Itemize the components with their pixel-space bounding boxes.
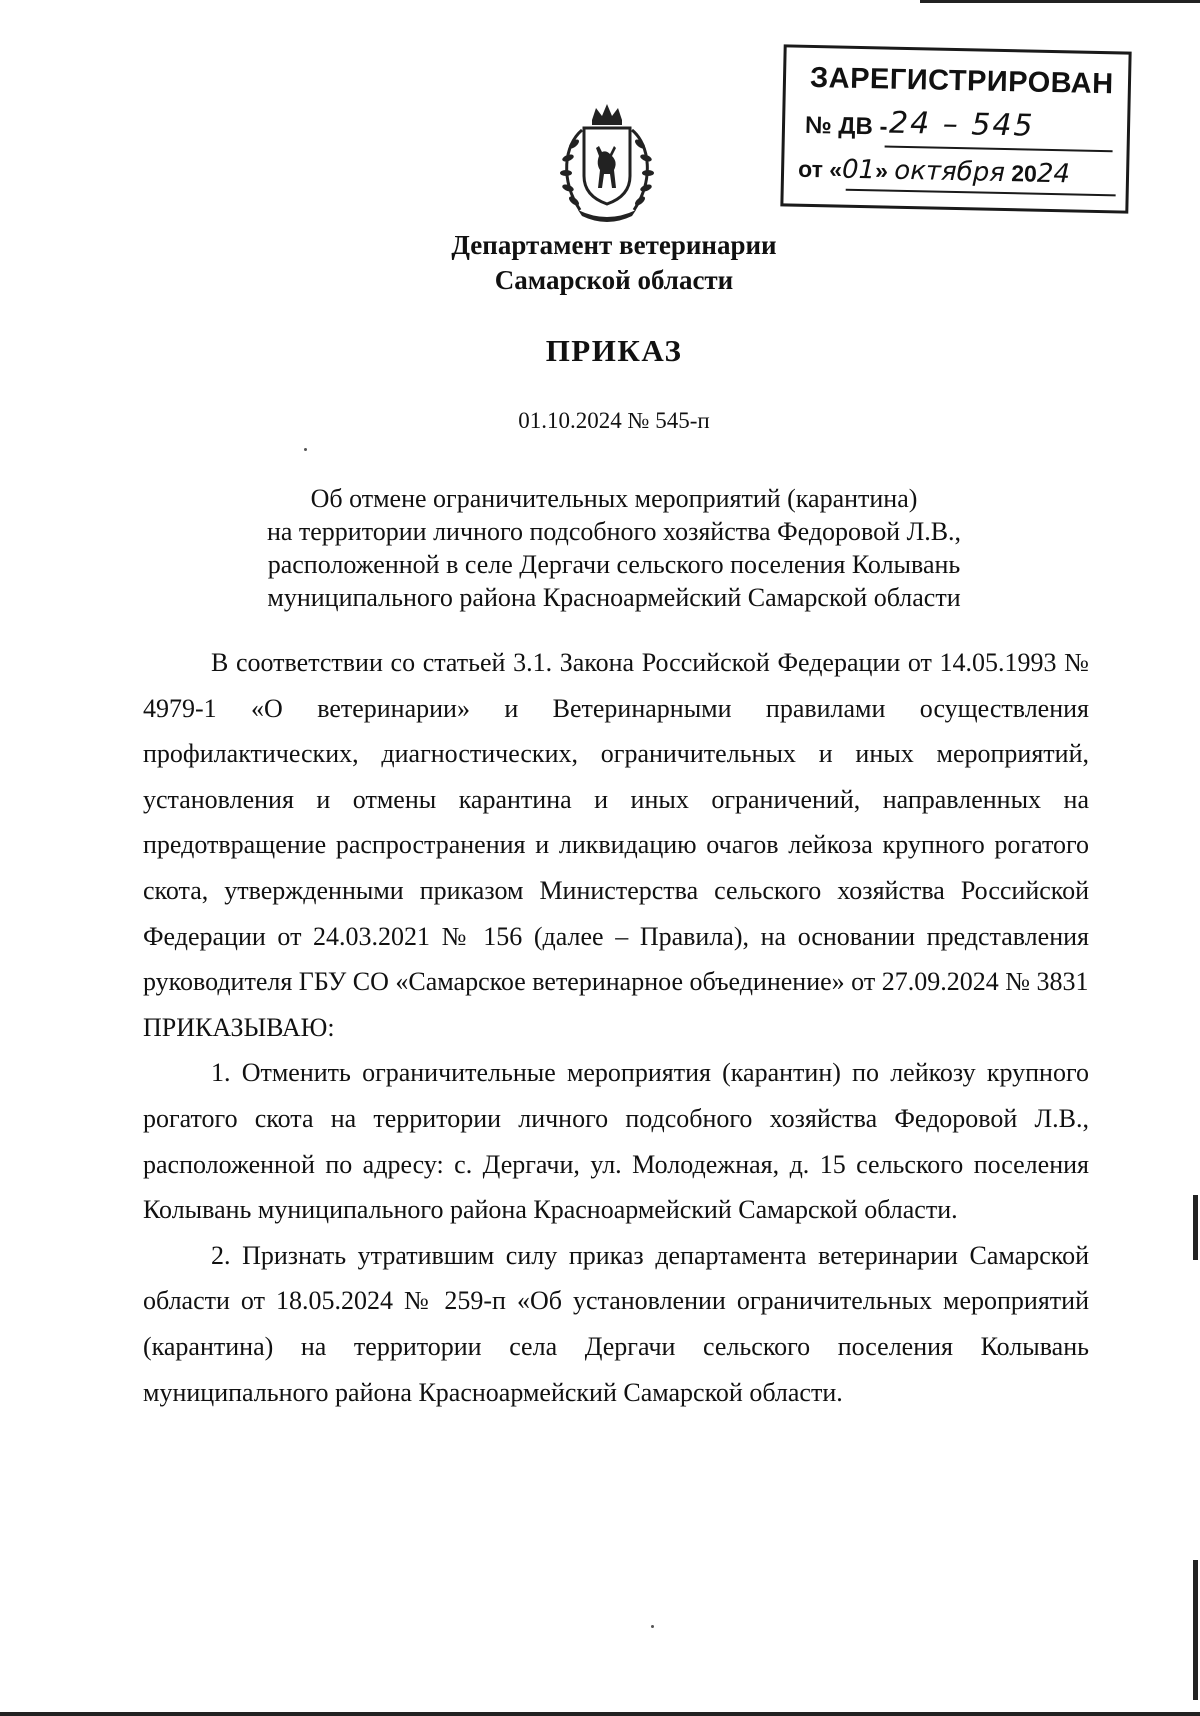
registration-stamp <box>780 44 1131 213</box>
stamp-underline <box>846 189 1116 197</box>
subject-line: Об отмене ограничительных мероприятий (карантина) <box>310 484 918 513</box>
stamp-date-day: 01 <box>841 154 876 186</box>
stamp-number-handwritten: 24 – 545 <box>888 105 1035 144</box>
stamp-date-month: октября <box>894 155 1006 189</box>
subject-line: на территории личного подсобного хозяйства Федоровой Л.В., <box>266 517 962 546</box>
subject-line: муниципального района Красноармейский Самарской области <box>267 583 961 612</box>
stamp-date-prefix: от « <box>797 155 843 183</box>
subject-line: расположенной в селе Дергачи сельского поселения Колывань <box>267 550 961 579</box>
order-item-1: 1. Отменить ограничительные мероприятия (карантин) по лейкозу крупного рогатого скота на территории личного подсобного хозяйства Федоровой Л.В., расположенной по адресу: с. Дергачи, ул. Молодежная, д. 15 сельского поселения Колывань муниципального района Красноармейский Самарской области. <box>143 1058 1089 1225</box>
stamp-date-year: 24 <box>1036 158 1071 190</box>
coat-of-arms-icon <box>552 100 662 224</box>
stamp-title: ЗАРЕГИСТРИРОВАН <box>809 61 1114 101</box>
order-body <box>143 640 1089 1415</box>
scan-speck <box>651 1625 654 1628</box>
preamble-paragraph: В соответствии со статьей 3.1. Закона Российской Федерации от 14.05.1993 № 4979-1 «О ветеринарии» и Ветеринарными правилами осуществления профилактических, диагностических, ограничительных и иных мероприятий, установления и отмены карантина и иных ограничений, направленных на предотвращение распространения и ликвидацию очагов лейкоза крупного рогатого скота, утвержденными приказом Министерства сельского хозяйства Российской Федерации от 24.03.2021 № 156 (далее – Правила), на основании представления руководителя ГБУ СО «Самарское ветеринарное объединение» от 27.09.2024 № 3831 <box>143 648 1089 997</box>
stamp-date-mid: » <box>874 157 889 184</box>
department-line: Департамент ветеринарии <box>451 230 777 260</box>
stamp-underline <box>885 146 1113 153</box>
department-name <box>0 228 1200 298</box>
stamp-date <box>798 154 1070 190</box>
order-item-2: 2. Признать утратившим силу приказ департамента ветеринарии Самарской области от 18.05.2024 № 259-п «Об установлении ограничительных мероприятий (карантина) на территории села Дергачи сельского поселения Колывань муниципального района Красноармейский Самарской области. <box>143 1240 1089 1407</box>
scan-artifact-edge <box>1193 1195 1198 1260</box>
department-line: Самарской области <box>494 265 734 295</box>
scan-artifact-edge <box>1193 1560 1198 1700</box>
order-number: 01.10.2024 № 545-п <box>518 408 710 433</box>
stamp-date-year-prefix: 20 <box>1011 160 1038 187</box>
scan-speck <box>304 448 307 451</box>
command-word: ПРИКАЗЫВАЮ: <box>143 1012 335 1042</box>
order-subject <box>0 482 1200 614</box>
document-title: ПРИКАЗ <box>545 333 683 368</box>
stamp-number-label: № ДВ - <box>804 111 888 141</box>
scan-artifact-top <box>920 0 1200 3</box>
scan-artifact-bottom <box>0 1712 1200 1716</box>
